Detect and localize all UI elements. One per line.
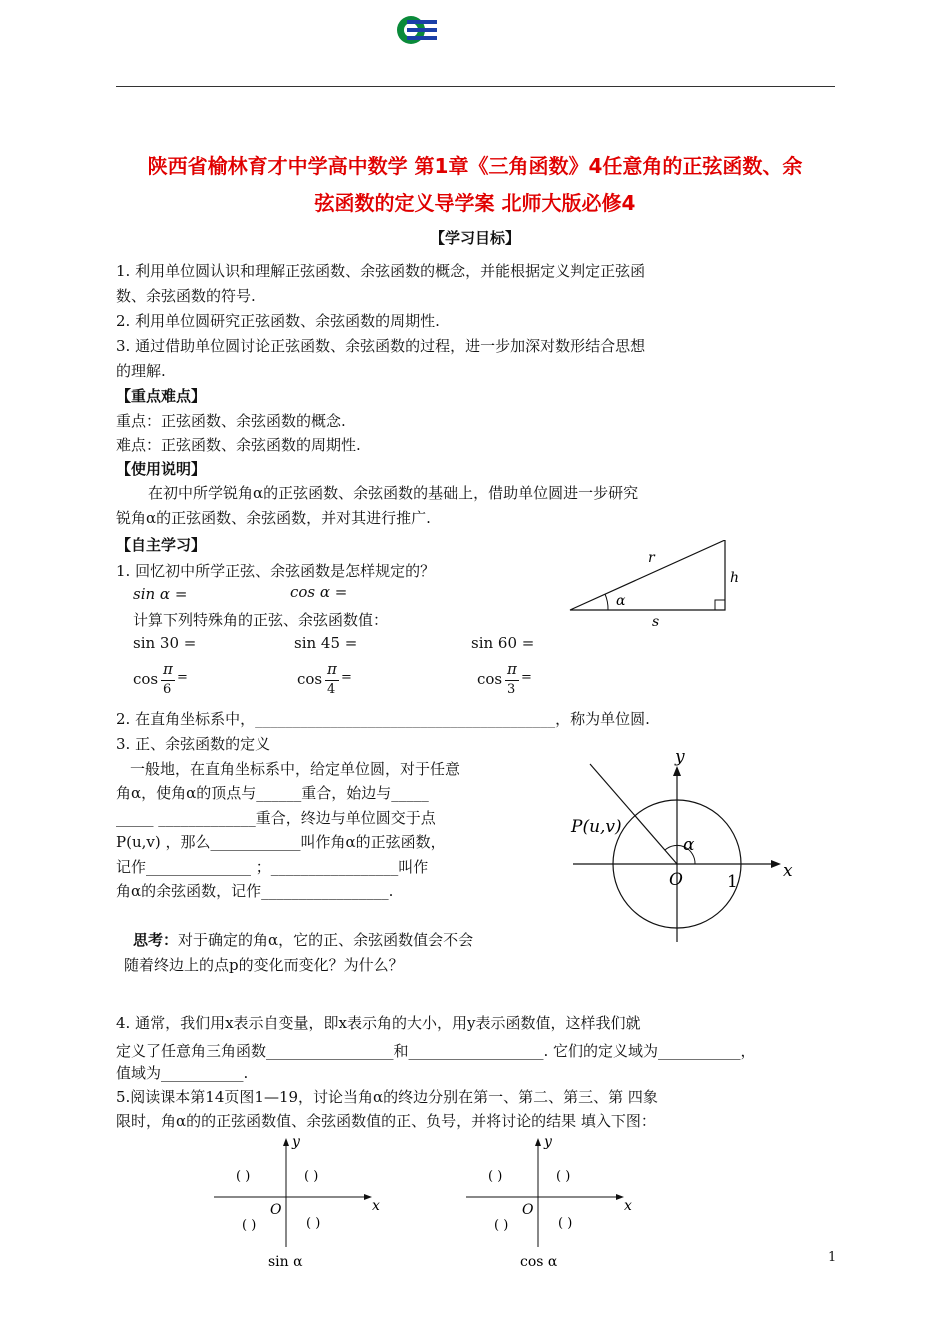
quadrant-4-blank[interactable]: ( ) xyxy=(558,1216,573,1231)
denominator-4: 4 xyxy=(327,682,336,697)
think-line2: 随着终边上的点p的变化而变化？为什么？ xyxy=(124,956,404,974)
sin45: sin 45 = xyxy=(294,634,358,652)
denominator-3: 3 xyxy=(507,682,516,697)
question-2 xyxy=(116,708,650,729)
right-triangle-figure xyxy=(560,540,760,635)
think-label: 思考： xyxy=(133,931,179,949)
x-arrow xyxy=(616,1194,624,1200)
terminal-side xyxy=(590,764,677,864)
unit-circle-figure xyxy=(565,742,805,947)
label-x: x xyxy=(783,861,793,881)
question-1: 1. 回忆初中所学正弦、余弦函数是怎样规定的？ xyxy=(116,562,436,580)
y-arrow xyxy=(673,766,681,776)
label-origin: O xyxy=(270,1202,282,1218)
x-arrow xyxy=(364,1194,372,1200)
selfstudy-heading: 【自主学习】 xyxy=(116,536,207,554)
label-point-P: P(u,v) xyxy=(571,817,622,837)
objective-3-line2: 的理解. xyxy=(116,362,166,380)
label-origin: O xyxy=(669,870,683,890)
quadrant-3-blank[interactable]: ( ) xyxy=(494,1218,509,1233)
q2-blank[interactable]: ________________________________________ xyxy=(255,710,556,728)
equals: = xyxy=(177,670,188,685)
cos-sign-chart xyxy=(460,1132,640,1272)
label-y: y xyxy=(675,747,685,767)
quadrant-1-blank[interactable]: ( ) xyxy=(556,1169,571,1184)
cos-label: cos α xyxy=(520,1254,558,1270)
definition-line1: 一般地，在直角坐标系中，给定单位圆，对于任意 xyxy=(130,760,461,778)
quadrant-4-blank[interactable]: ( ) xyxy=(306,1216,321,1231)
x-arrow xyxy=(771,860,781,868)
label-one: 1 xyxy=(727,872,738,892)
key-point: 重点：正弦函数、余弦函数的概念. xyxy=(116,412,346,430)
think-text1: 对于确定的角α，它的正、余弦函数值会不会 xyxy=(178,931,474,949)
objective-3-line1: 3. 通过借助单位圆讨论正弦函数、余弦函数的过程，进一步加深对数形结合思想 xyxy=(116,337,646,355)
question-5-line2: 限时，角α的的正弦函数值、余弦函数值的正、负号，并将讨论的结果 填入下图： xyxy=(116,1112,656,1130)
q2-prefix: 2. 在直角坐标系中， xyxy=(116,710,256,728)
q2-suffix: ，称为单位圆. xyxy=(555,710,650,728)
objective-1-line2: 数、余弦函数的符号. xyxy=(116,287,256,305)
sin30: sin 30 = xyxy=(133,634,197,652)
quadrant-2-blank[interactable]: ( ) xyxy=(236,1169,251,1184)
label-r: r xyxy=(648,550,655,566)
label-x: x xyxy=(624,1198,632,1214)
doc-title-line2: 弦函数的定义导学案 北师大版必修4 xyxy=(314,191,636,215)
label-s: s xyxy=(652,614,660,630)
fraction-bar xyxy=(325,680,339,681)
label-alpha: α xyxy=(616,593,626,609)
label-h: h xyxy=(730,570,740,586)
keypoints-heading: 【重点难点】 xyxy=(116,387,207,405)
pi-numerator: π xyxy=(327,660,337,678)
cos-func: cos xyxy=(133,670,159,688)
label-y: y xyxy=(544,1134,552,1150)
pi-numerator: π xyxy=(163,660,173,678)
fraction-bar xyxy=(161,680,175,681)
sin60: sin 60 = xyxy=(471,634,535,652)
usage-line1: 在初中所学锐角α的正弦函数、余弦函数的基础上，借助单位圆进一步研究 xyxy=(148,484,639,502)
sin-alpha-def: sin α = xyxy=(133,585,188,603)
label-y: y xyxy=(292,1134,300,1150)
quadrant-1-blank[interactable]: ( ) xyxy=(304,1169,319,1184)
cos-func: cos xyxy=(297,670,323,688)
objective-1-line1: 1. 利用单位圆认识和理解正弦函数、余弦函数的概念，并能根据定义判定正弦函 xyxy=(116,262,646,280)
doc-title-line1: 陕西省榆林育才中学高中数学 第1章《三角函数》4任意角的正弦函数、余 xyxy=(147,154,803,178)
question-5-line1: 5.阅读课本第14页图1—19，讨论当角α的终边分别在第一、第二、第三、第 四象 xyxy=(116,1088,658,1106)
usage-heading: 【使用说明】 xyxy=(116,460,207,478)
y-arrow xyxy=(535,1138,541,1146)
label-x: x xyxy=(372,1198,380,1214)
y-arrow xyxy=(283,1138,289,1146)
quadrant-2-blank[interactable]: ( ) xyxy=(488,1169,503,1184)
definition-line3: _____ _____________重合，终边与单位圆交于点 xyxy=(116,809,436,827)
page-number: 1 xyxy=(828,1250,837,1265)
quadrant-3-blank[interactable]: ( ) xyxy=(242,1218,257,1233)
definition-line5: 记作______________ ；_________________叫作 xyxy=(116,858,429,876)
header-rule xyxy=(116,86,835,87)
cos-func: cos xyxy=(477,670,503,688)
equals: = xyxy=(341,670,352,685)
fraction-bar xyxy=(505,680,519,681)
definition-line4: P(u,v) ，那么____________叫作角α的正弦函数， xyxy=(116,833,446,851)
objective-2: 2. 利用单位圆研究正弦函数、余弦函数的周期性. xyxy=(116,312,440,330)
denominator-6: 6 xyxy=(163,682,172,697)
definition-line2: 角α，使角α的顶点与______重合，始边与_____ xyxy=(116,784,429,802)
label-origin: O xyxy=(522,1202,534,1218)
right-angle-mark xyxy=(715,600,725,610)
sin-sign-chart xyxy=(208,1132,388,1272)
sin-label: sin α xyxy=(268,1254,303,1270)
cos-alpha-def: cos α = xyxy=(290,583,348,601)
question-4-line3: 值域为___________. xyxy=(116,1064,249,1082)
question-4-line2: 定义了任意角三角函数_________________和__________________. 它们的定义域为___________， xyxy=(116,1042,756,1060)
usage-line2: 锐角α的正弦函数、余弦函数，并对其进行推广. xyxy=(116,509,431,527)
definition-line6: 角α的余弦函数，记作_________________. xyxy=(116,882,394,900)
objectives-heading: 【学习目标】 xyxy=(429,229,520,247)
angle-arc xyxy=(605,594,608,610)
pi-numerator: π xyxy=(507,660,517,678)
think-line1 xyxy=(133,929,473,950)
question-3: 3. 正、余弦函数的定义 xyxy=(116,735,271,753)
compute-instruction: 计算下列特殊角的正弦、余弦函数值： xyxy=(133,611,389,629)
equals: = xyxy=(521,670,532,685)
question-4-line1: 4. 通常，我们用x表示自变量，即x表示角的大小，用y表示函数值，这样我们就 xyxy=(116,1014,641,1032)
difficult-point: 难点：正弦函数、余弦函数的周期性. xyxy=(116,436,361,454)
publisher-logo xyxy=(393,8,443,48)
label-alpha: α xyxy=(683,835,695,855)
